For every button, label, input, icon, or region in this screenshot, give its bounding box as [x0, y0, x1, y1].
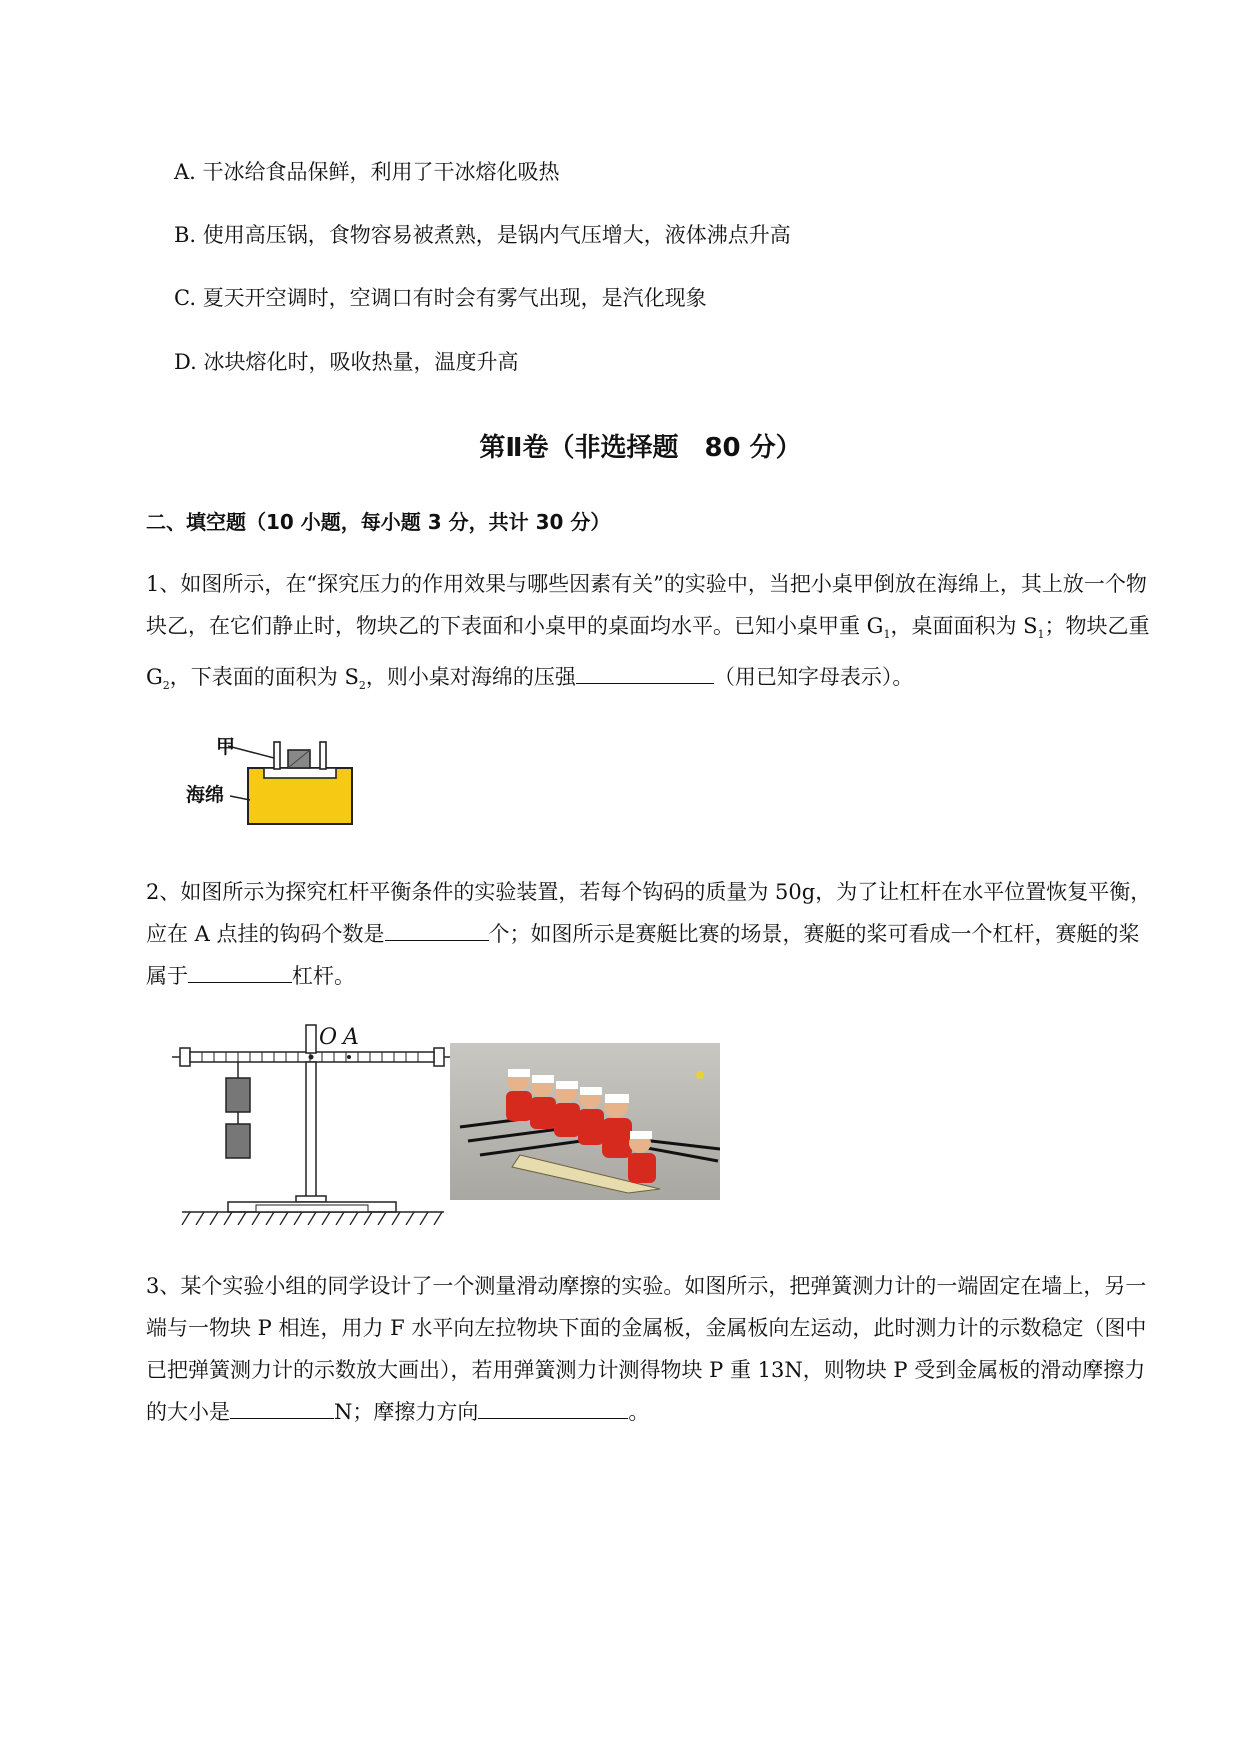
- answer-blank-q3-friction[interactable]: [230, 1398, 334, 1419]
- option-a: A. 干冰给食品保鲜，利用了干冰熔化吸热: [174, 160, 560, 184]
- answer-blank-q2-type[interactable]: [188, 962, 292, 983]
- support-column: [306, 1062, 316, 1200]
- sponge-table-figure: [180, 728, 360, 828]
- label-jia: 甲: [216, 736, 236, 758]
- section-heading: 二、填空题（10 小题，每小题 3 分，共计 30 分）: [146, 510, 611, 534]
- label-sponge: 海绵: [186, 784, 225, 806]
- lever-apparatus-figure: [172, 1020, 462, 1225]
- answer-blank-q3-direction[interactable]: [478, 1398, 628, 1419]
- answer-blank-q2-count[interactable]: [385, 920, 489, 941]
- option-c: C. 夏天开空调时，空调口有时会有雾气出现，是汽化现象: [174, 286, 707, 310]
- label-point-o: O: [319, 1025, 338, 1050]
- option-d: D. 冰块熔化时，吸收热量，温度升高: [174, 350, 519, 374]
- question-2-text: 2、如图所示为探究杠杆平衡条件的实验装置，若每个钩码的质量为 50g，为了让杠杆在水平位置恢复平衡，应在 A 点挂的钩码个数是 个；如图所示是赛艇比赛的场景，赛艇的桨可看成一个杠杆，赛艇的桨属于 杠杆。: [146, 880, 1152, 988]
- rowing-photo: [450, 1043, 720, 1200]
- label-point-a: A: [343, 1025, 359, 1050]
- section-title: 第Ⅱ卷（非选择题 80 分）: [479, 433, 802, 463]
- answer-blank-q1[interactable]: [576, 663, 714, 684]
- option-b: B. 使用高压锅，食物容易被煮熟，是锅内气压增大，液体沸点升高: [174, 223, 791, 247]
- hook-weight: [226, 1124, 250, 1158]
- question-1-text: 1、如图所示，在“探究压力的作用效果与哪些因素有关”的实验中，当把小桌甲倒放在海绵上，其上放一个物块乙，在它们静止时，物块乙的下表面和小桌甲的桌面均水平。已知小桌甲重 $G_1$，桌面面积为 $S_1$；物块乙重 $G_2$，下表面的面积为 $S_2$，则小桌对海绵的压强 （用已知字母表示）。: [146, 572, 1150, 693]
- hook-weight: [226, 1078, 250, 1112]
- question-3-text: 3、某个实验小组的同学设计了一个测量滑动摩擦的实验。如图所示，把弹簧测力计的一端固定在墙上，另一端与一物块 P 相连，用力 F 水平向左拉物块下面的金属板，金属板向左运动，此时测力计的示数稳定（图中已把弹簧测力计的示数放大画出），若用弹簧测力计测得物块 P 重 13N，则物块 P 受到金属板的滑动摩擦力的大小是 N；摩擦力方向 。: [146, 1274, 1147, 1424]
